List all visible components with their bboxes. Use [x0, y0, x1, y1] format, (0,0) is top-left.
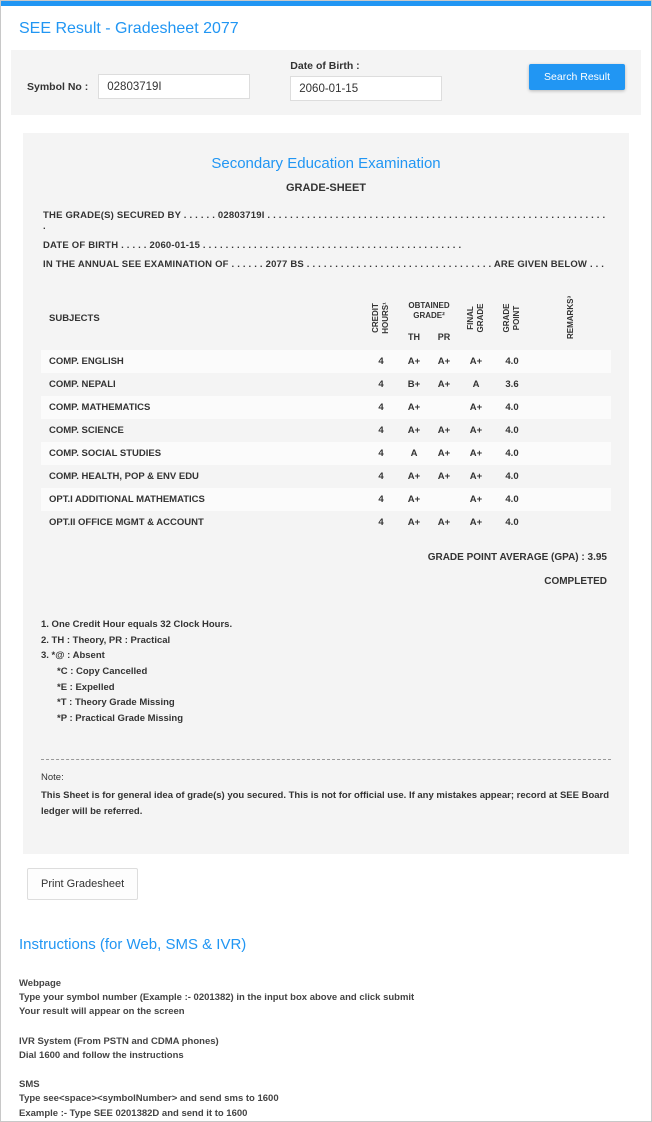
gradesheet-title: GRADE-SHEET — [285, 182, 367, 194]
footnote-credit-hour: 1. One Credit Hour equals 32 Clock Hours. — [41, 619, 233, 630]
remarks-cell — [531, 511, 611, 534]
footnote-expelled: *E : Expelled — [57, 681, 115, 693]
instructions-title: Instructions (for Web, SMS & IVR) — [19, 935, 247, 953]
dob-label: Date of Birth : — [290, 60, 360, 72]
subject-cell: OPT.II OFFICE MGMT & ACCOUNT — [49, 517, 204, 528]
credit-cell: 4 — [378, 425, 384, 436]
gpa-line: GRADE POINT AVERAGE (GPA) : 3.95 — [427, 552, 607, 563]
gradesheet-panel — [23, 133, 629, 854]
grade-point-cell: 4.0 — [505, 494, 519, 505]
footnotes — [41, 617, 611, 727]
subject-cell: OPT.I ADDITIONAL MATHEMATICS — [49, 494, 205, 505]
remarks-cell — [531, 442, 611, 465]
grade-point-cell: 4.0 — [505, 425, 519, 436]
sms-heading: SMS — [19, 1079, 40, 1091]
remarks-cell — [531, 373, 611, 396]
final-grade-cell: A+ — [469, 494, 483, 505]
dob-input[interactable] — [290, 76, 442, 101]
remarks-header: REMARKS³ — [566, 295, 575, 339]
grade-point-cell: 4.0 — [505, 517, 519, 528]
sms-line-1: Type see<space><symbolNumber> and send sms to 1600 — [19, 1093, 279, 1105]
table-row — [41, 442, 611, 465]
grade-point-cell: 4.0 — [505, 471, 519, 482]
final-grade-cell: A+ — [469, 356, 483, 367]
remarks-cell — [531, 396, 611, 419]
footnote-absent: 3. *@ : Absent — [41, 650, 105, 662]
final-grade-cell: A+ — [469, 471, 483, 482]
credit-cell: 4 — [378, 471, 384, 482]
intro-line-dob: DATE OF BIRTH . . . . . 2060-01-15 . . . . . . . . . . . . . . . . . . . . . . . . . . . . . . . . . . . . . . . . . . . . . . — [43, 240, 462, 251]
pr-grade-cell — [429, 396, 459, 419]
final-grade-cell: A+ — [469, 448, 483, 459]
pr-grade-cell: A+ — [437, 356, 451, 367]
status-line: COMPLETED — [544, 576, 607, 587]
pr-grade-cell: A+ — [437, 425, 451, 436]
note-label: Note: — [41, 771, 64, 783]
grades-table — [41, 286, 611, 534]
credit-hours-header: CREDIT HOURS¹ — [371, 302, 390, 334]
subject-cell: COMP. SOCIAL STUDIES — [49, 448, 162, 459]
pr-grade-cell: A+ — [437, 517, 451, 528]
th-grade-cell: B+ — [407, 379, 421, 390]
footnote-copy-cancelled: *C : Copy Cancelled — [57, 666, 148, 678]
web-line-2: Your result will appear on the screen — [19, 1006, 185, 1018]
intro-line-exam-year: IN THE ANNUAL SEE EXAMINATION OF . . . . . . 2077 BS . . . . . . . . . . . . . . . . . . . . . . . . . . . . . . . . . ARE GIVEN BELOW . . . — [43, 259, 605, 270]
grade-point-cell: 3.6 — [505, 379, 519, 390]
note-text: This Sheet is for general idea of grade(s) you secured. This is not for official use. If any mistakes appear; record at SEE Board ledger will be referred. — [41, 789, 610, 817]
table-row — [41, 419, 611, 442]
search-result-button[interactable]: Search Result — [529, 64, 625, 90]
th-grade-cell: A+ — [407, 425, 421, 436]
pr-grade-cell: A+ — [437, 448, 451, 459]
th-grade-cell: A+ — [407, 402, 421, 413]
table-row — [41, 396, 611, 419]
pr-grade-cell: A+ — [437, 471, 451, 482]
footnote-theory-missing: *T : Theory Grade Missing — [57, 697, 175, 709]
th-subheader: TH — [408, 332, 420, 343]
table-row — [41, 373, 611, 396]
final-grade-header: FINAL GRADE — [466, 303, 485, 333]
th-grade-cell: A+ — [407, 471, 421, 482]
th-grade-cell: A+ — [407, 517, 421, 528]
pr-grade-cell — [429, 488, 459, 511]
credit-cell: 4 — [378, 402, 384, 413]
subject-cell: COMP. SCIENCE — [49, 425, 124, 436]
sms-line-2: Example :- Type SEE 0201382D and send it to 1600 — [19, 1107, 248, 1119]
web-line-1: Type your symbol number (Example :- 0201382) in the input box above and click submit — [19, 992, 415, 1004]
final-grade-cell: A+ — [469, 517, 483, 528]
subject-cell: COMP. MATHEMATICS — [49, 402, 151, 413]
table-row — [41, 465, 611, 488]
grade-point-cell: 4.0 — [505, 356, 519, 367]
th-grade-cell: A — [410, 448, 418, 459]
intro-lines — [43, 210, 609, 270]
remarks-cell — [531, 488, 611, 511]
table-row — [41, 488, 611, 511]
subject-cell: COMP. ENGLISH — [49, 356, 124, 367]
dob-field-group — [290, 60, 442, 101]
subject-cell: COMP. NEPALI — [49, 379, 116, 390]
grade-point-header: GRADE POINT — [502, 303, 521, 333]
exam-title: Secondary Education Examination — [211, 155, 441, 172]
intro-line-secured-by: THE GRADE(S) SECURED BY . . . . . . 02803719I . . . . . . . . . . . . . . . . . . . . . . . . . . . . . . . . . . . . . . . . . . . . . . . . . . . . . . . . . . . . . — [43, 210, 606, 232]
instructions-sms-group — [19, 1078, 633, 1121]
subject-cell: COMP. HEALTH, POP & ENV EDU — [49, 471, 199, 482]
web-heading: Webpage — [19, 977, 62, 989]
th-grade-cell: A+ — [407, 494, 421, 505]
print-gradesheet-button[interactable]: Print Gradesheet — [27, 868, 138, 900]
remarks-cell — [531, 350, 611, 373]
th-grade-cell: A+ — [407, 356, 421, 367]
dashed-divider — [41, 759, 611, 760]
credit-cell: 4 — [378, 494, 384, 505]
table-row — [41, 511, 611, 534]
pr-grade-cell: A+ — [437, 379, 451, 390]
ivr-heading: IVR System (From PSTN and CDMA phones) — [19, 1035, 219, 1047]
footnote-th-pr: 2. TH : Theory, PR : Practical — [41, 634, 171, 646]
subjects-header: SUBJECTS — [49, 312, 100, 324]
table-row — [41, 350, 611, 373]
credit-cell: 4 — [378, 356, 384, 367]
search-panel — [11, 50, 641, 115]
instructions-web-group — [19, 977, 633, 1020]
remarks-cell — [531, 419, 611, 442]
obtained-grade-header: OBTAINED GRADE² — [408, 300, 450, 321]
credit-cell: 4 — [378, 517, 384, 528]
pr-subheader: PR — [437, 332, 451, 343]
grade-point-cell: 4.0 — [505, 448, 519, 459]
final-grade-cell: A+ — [469, 425, 483, 436]
ivr-line-1: Dial 1600 and follow the instructions — [19, 1049, 184, 1061]
symbol-no-input[interactable] — [98, 74, 250, 99]
grade-point-cell: 4.0 — [505, 402, 519, 413]
symbol-no-field-group — [27, 72, 250, 101]
footnote-practical-missing: *P : Practical Grade Missing — [57, 713, 184, 725]
credit-cell: 4 — [378, 448, 384, 459]
final-grade-cell: A+ — [469, 402, 483, 413]
symbol-no-label: Symbol No : — [27, 80, 89, 93]
final-grade-cell: A — [472, 379, 480, 390]
page-title: SEE Result - Gradesheet 2077 — [19, 20, 239, 37]
instructions-ivr-group — [19, 1035, 633, 1064]
remarks-cell — [531, 465, 611, 488]
credit-cell: 4 — [378, 379, 384, 390]
